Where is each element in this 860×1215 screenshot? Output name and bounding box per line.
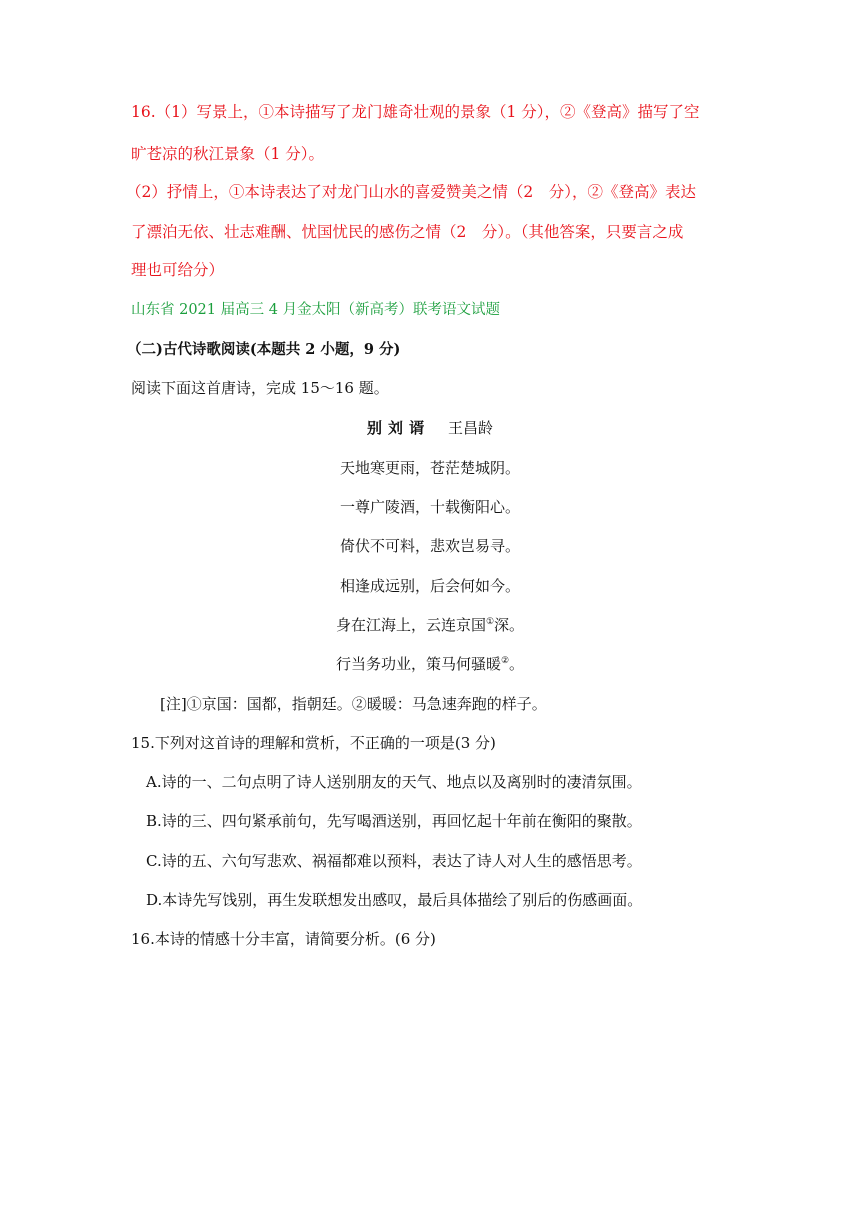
poem-title: 别刘谞 [366,419,430,437]
answer-16-line-2: 旷苍凉的秋江景象（1 分）。 [131,145,325,163]
poem-heading [0,418,860,438]
poem-line-4: 相逢成远别，后会何如今。 [339,577,520,595]
poem-line-6-text-a: 行当务功业，策马何骚暖 [335,655,501,673]
section-heading: （二)古代诗歌阅读(本题共 2 小题，9 分) [127,341,401,358]
poem-line-3: 倚伏不可料，悲欢岂易寻。 [339,537,520,555]
question-15-option-c: C.诗的五、六句写悲欢、祸福都难以预料，表达了诗人对人生的感悟思考。 [146,852,642,870]
poem-line-6-text-b: 。 [509,655,525,673]
answer-16-line-3: （2）抒情上，①本诗表达了对龙门山水的喜爱赞美之情（2 分），②《登高》表达 [126,183,696,201]
footnote-marker-1: ① [485,617,495,627]
question-15-option-a: A.诗的一、二句点明了诗人送别朋友的天气、地点以及离别时的凄清氛围。 [146,773,642,791]
poem-line-5-text-a: 身在江海上，云连京国 [335,616,486,634]
source-title: 山东省 2021 届高三 4 月金太阳（新高考）联考语文试题 [131,302,501,318]
poem-author: 王昌龄 [448,419,494,437]
question-16-stem: 16.本诗的情感十分丰富，请简要分析。(6 分) [131,930,436,948]
question-15-option-d: D.本诗先写饯别，再生发联想发出感叹，最后具体描绘了别后的伤感画面。 [146,891,643,909]
poem-line-6 [0,654,860,674]
answer-16-line-4: 了漂泊无依、壮志难酬、忧国忧民的感伤之情（2 分）。（其他答案，只要言之成 [131,223,684,241]
answer-16-line-5: 理也可给分） [131,261,225,279]
poem-line-1: 天地寒更雨，苍茫楚城阴。 [339,459,520,477]
answer-16-line-1: 16.（1）写景上，①本诗描写了龙门雄奇壮观的景象（1 分），②《登高》描写了空 [131,103,700,121]
instruction-text: 阅读下面这首唐诗，完成 15～16 题。 [131,379,389,397]
poem-line-2: 一尊广陵酒，十载衡阳心。 [339,498,520,516]
footnote-marker-2: ② [500,656,510,666]
question-15-stem: 15.下列对这首诗的理解和赏析，不正确的一项是(3 分) [131,734,496,752]
poem-line-5-text-b: 深。 [494,616,525,634]
poem-line-5 [0,615,860,635]
poem-note: [注]①京国：国都，指朝廷。②暖暖：马急速奔跑的样子。 [160,695,547,713]
question-15-option-b: B.诗的三、四句紧承前句，先写喝酒送别，再回忆起十年前在衡阳的聚散。 [146,812,642,830]
